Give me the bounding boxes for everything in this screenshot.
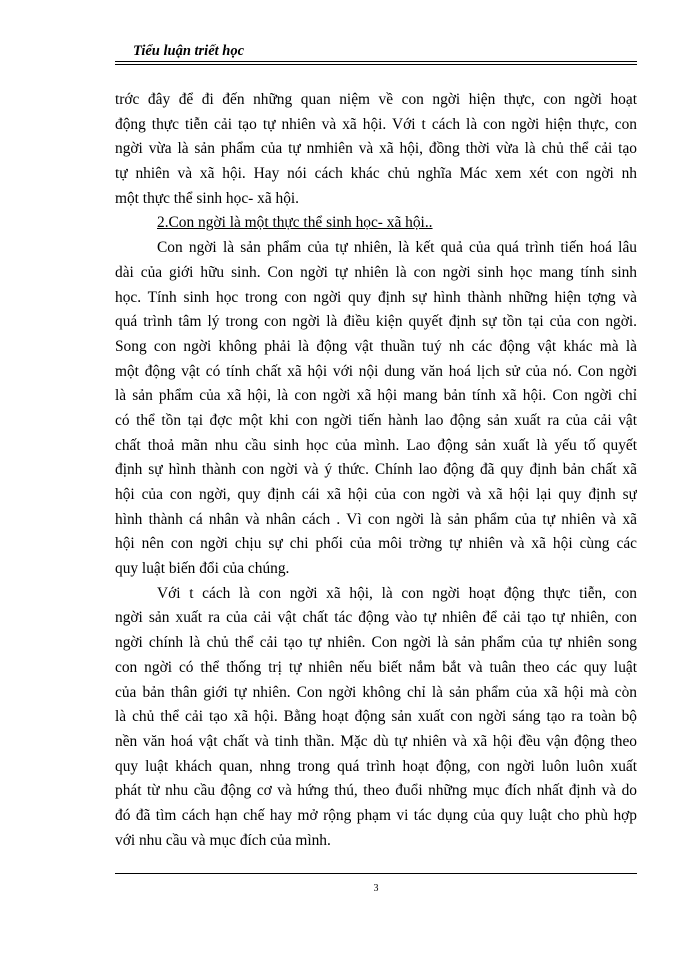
text-line: là chủ thể cải tạo xã hội. Bằng hoạt động sản xuất con ngời sáng tạo ra toàn bộ: [115, 708, 637, 726]
text-line: tự nhiên và xã hội. Hay nói cách khác chủ nghĩa Mác xem xét con ngời nh: [115, 165, 637, 183]
page-footer: [115, 873, 637, 896]
text-line: quy luật biến đổi của chúng.: [115, 560, 290, 578]
header-divider: [115, 61, 637, 65]
text-line: ngời chính là chủ thể cải tạo tự nhiên. Con ngời là sản phẩm của tự nhiên song: [115, 634, 637, 652]
text-line: một động vật có tính chất xã hội với nội dung văn hoá lịch sử của nó. Con ngời: [115, 362, 637, 380]
page-number: 3: [373, 883, 379, 894]
text-line: nền văn hoá vật chất và tinh thần. Mặc dù tự nhiên và xã hội đều vận động theo: [115, 732, 637, 750]
intro-paragraph: [115, 88, 637, 211]
document-body: [115, 88, 637, 853]
text-line: Với t cách là con ngời xã hội, là con ngời hoạt động thực tiễn, con: [157, 584, 637, 602]
text-line: với nhu cầu và mục đích của mình.: [115, 831, 331, 849]
paragraph-2: [115, 582, 637, 854]
text-line: quá trình tâm lý trong con ngời là điều kiện quyết định sự tồn tại của con ngời.: [115, 313, 637, 331]
text-line: con ngời có thể thống trị tự nhiên nếu biết nắm bắt và tuân theo các quy luật: [115, 658, 637, 676]
page-header: [115, 42, 637, 65]
text-line: Song con ngời không phải là động vật thuần tuý nh các động vật khác mà là: [115, 337, 637, 355]
footer-divider: [115, 873, 637, 874]
text-line: một thực thể sinh học- xã hội.: [115, 189, 300, 207]
section-heading: 2.Con ngời là một thực thể sinh học- xã hội..: [157, 214, 433, 232]
text-line: của bản thân giới tự nhiên. Con ngời không chỉ là sản phẩm của xã hội mà còn: [115, 683, 637, 701]
text-line: ngời sản xuất ra của cải vật chất tác động vào tự nhiên để cải tạo tự nhiên, con: [115, 609, 637, 627]
text-line: dài của giới hữu sinh. Con ngời tự nhiên là con ngời sinh học mang tính sinh: [115, 263, 637, 281]
text-line: trớc đây để đi đến những quan niệm về con ngời hiện thực, con ngời hoạt: [115, 91, 637, 108]
text-line: phát từ nhu cầu động cơ và hứng thú, theo đuổi những mục đích nhất định và do: [115, 782, 637, 800]
text-line: học. Tính sinh học trong con ngời quy định sự hình thành những hiện tợng và: [115, 288, 637, 306]
text-line: là sản phẩm của xã hội, là con ngời xã hội mang bản tính xã hội. Con ngời chỉ: [115, 387, 637, 405]
text-line: hội của con ngời, quy định cái xã hội của con ngời và xã hội lại quy định sự: [115, 486, 637, 503]
paragraph-1: [115, 236, 637, 582]
text-line: Con ngời là sản phẩm của tự nhiên, là kết quả của quá trình tiến hoá lâu: [157, 239, 637, 257]
text-line: động thực tiễn cải tạo tự nhiên và xã hội. Với t cách là con ngời hiện thực, con: [115, 115, 637, 133]
text-line: chất thoả mãn nhu cầu sinh học của mình. Lao động sản xuất là yếu tố quyết: [115, 436, 637, 454]
text-line: hình thành cá nhân và nhân cách . Vì con ngời là sản phẩm của tự nhiên và xã: [115, 510, 637, 528]
text-line: định sự hình thành con ngời và ý thức. Chính lao động đã quy định bản chất xã: [115, 461, 637, 479]
text-line: có thể tồn tại đợc một khi con ngời tiến hành lao động sản xuất ra của cải vật: [115, 411, 637, 429]
text-line: hội nên con ngời chịu sự chi phối của môi trờng tự nhiên và xã hội cùng các: [115, 535, 637, 553]
document-title: Tiểu luận triết học: [133, 43, 245, 59]
text-line: đó đã tìm cách hạn chế hay mở rộng phạm vi tác dụng của quy luật cho phù hợp: [115, 806, 637, 824]
text-line: quy luật khách quan, nhng trong quá trình hoạt động, con ngời luôn luôn xuất: [115, 757, 637, 775]
text-line: ngời vừa là sản phẩm của tự nmhiên và xã hội, đồng thời vừa là chủ thể cải tạo: [115, 140, 637, 158]
